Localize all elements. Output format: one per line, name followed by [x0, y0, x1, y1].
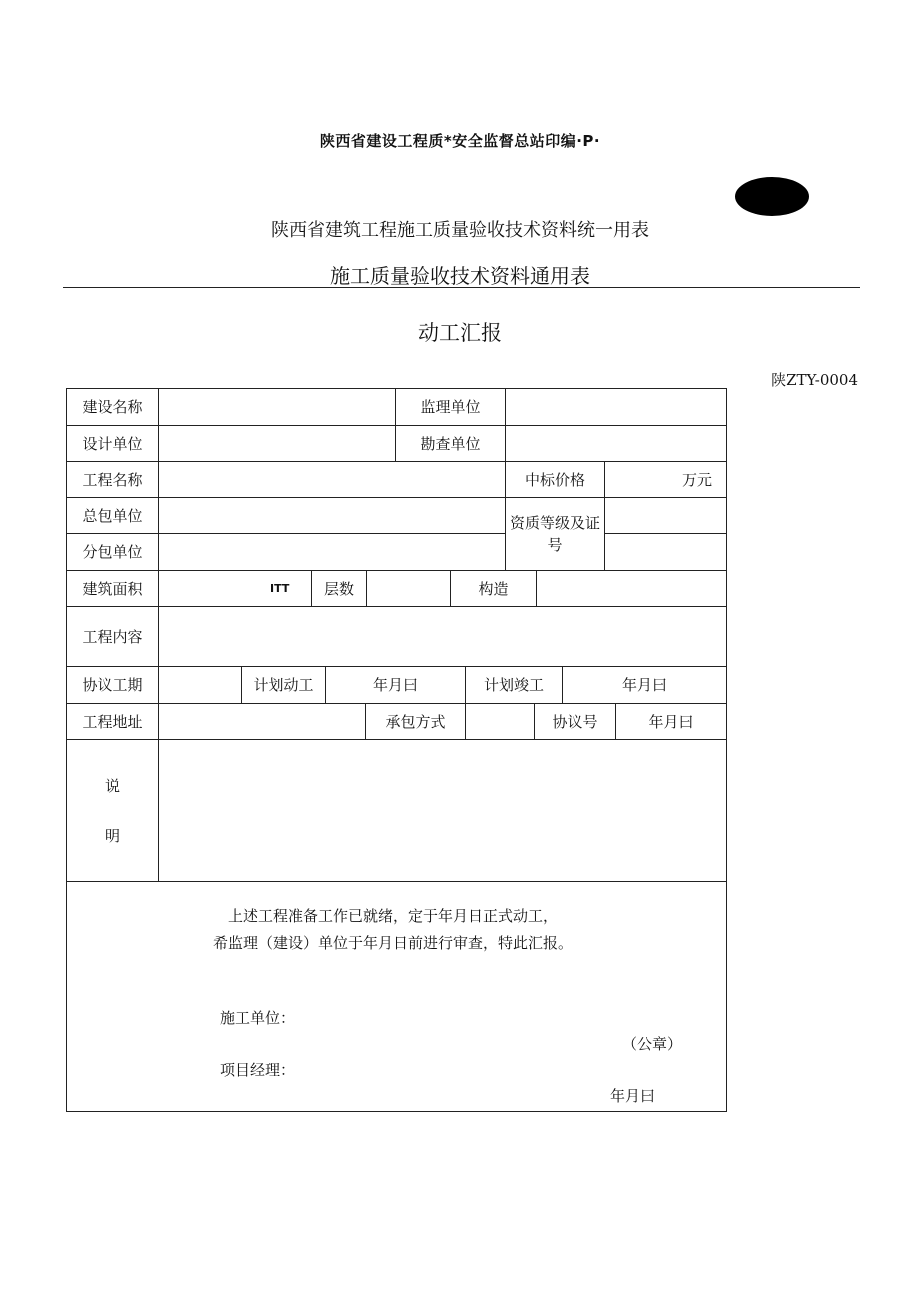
structure-label: 构造: [478, 579, 509, 598]
area-unit: ITT: [270, 581, 290, 595]
header-divider: [63, 287, 860, 288]
general-contractor-label: 总包单位: [82, 506, 143, 525]
survey-unit-label: 勘查单位: [420, 434, 481, 453]
statement-line-2: 希监理（建设）单位于年月日前进行审查，特此汇报。: [213, 934, 574, 952]
building-area-label: 建筑面积: [82, 579, 143, 598]
planned-finish-field[interactable]: 年月曰: [621, 676, 667, 694]
form-category-title: 施工质量验收技术资料通用表: [330, 264, 590, 288]
qualification-label: 资质等级及证号: [510, 514, 601, 554]
project-content-field[interactable]: [159, 607, 726, 666]
contractor-signature-label: 施工单位：: [220, 1009, 296, 1027]
bid-price-label: 中标价格: [524, 470, 585, 489]
planned-finish-label: 计划竣工: [483, 676, 544, 694]
agreement-no-label: 协议号: [552, 712, 598, 731]
floors-label: 层数: [323, 579, 354, 598]
seal-note: （公章）: [622, 1035, 683, 1053]
supervision-unit-field[interactable]: [506, 389, 726, 425]
design-unit-field[interactable]: [159, 426, 395, 461]
form-series-title: 陕西省建筑工程施工质量验收技术资料统一用表: [271, 220, 649, 241]
floors-field[interactable]: [367, 571, 450, 606]
agreed-period-label: 协议工期: [82, 676, 143, 694]
project-address-label: 工程地址: [82, 712, 143, 731]
remarks-label-bottom: 明: [104, 827, 120, 845]
contract-mode-label: 承包方式: [385, 712, 446, 731]
general-contractor-field[interactable]: [159, 498, 505, 533]
subcontractor-label: 分包单位: [82, 543, 143, 561]
bid-price-field[interactable]: 万元: [681, 470, 712, 489]
qualification-field-general[interactable]: [605, 498, 726, 533]
qualification-field-sub[interactable]: [605, 534, 726, 570]
supervision-unit-label: 监理单位: [420, 398, 481, 416]
ink-seal-mark: [735, 177, 809, 216]
construction-unit-label: 建设名称: [82, 398, 143, 416]
publisher-line: 陕西省建设工程质*安全监督总站印编·P·: [319, 132, 601, 150]
start-report-form: [66, 388, 727, 1112]
project-name-field[interactable]: [159, 462, 505, 497]
project-address-field[interactable]: [159, 704, 365, 739]
subcontractor-field[interactable]: [159, 534, 505, 570]
agreement-date-field[interactable]: 年月曰: [648, 712, 694, 731]
project-name-label: 工程名称: [82, 470, 143, 489]
remarks-label-top: 说: [104, 777, 120, 795]
row-divider: [67, 881, 726, 882]
construction-unit-field[interactable]: [159, 389, 395, 425]
statement-date: 年月曰: [610, 1087, 656, 1105]
building-area-field[interactable]: [159, 571, 311, 606]
statement-line-1: 上述工程准备工作已就绪，定于年月日正式动工，: [228, 907, 559, 925]
form-code: 陕ZTY-0004: [771, 371, 858, 389]
planned-start-label: 计划动工: [253, 676, 314, 694]
survey-unit-field[interactable]: [506, 426, 726, 461]
project-manager-label: 项目经理：: [220, 1061, 296, 1079]
page-title: 动工汇报: [418, 321, 502, 345]
agreed-period-field[interactable]: [159, 667, 241, 703]
remarks-field[interactable]: [159, 740, 726, 881]
project-content-label: 工程内容: [82, 627, 143, 646]
contract-mode-field[interactable]: [466, 704, 534, 739]
planned-start-field[interactable]: 年月曰: [372, 676, 418, 694]
design-unit-label: 设计单位: [82, 434, 143, 453]
structure-field[interactable]: [537, 571, 726, 606]
